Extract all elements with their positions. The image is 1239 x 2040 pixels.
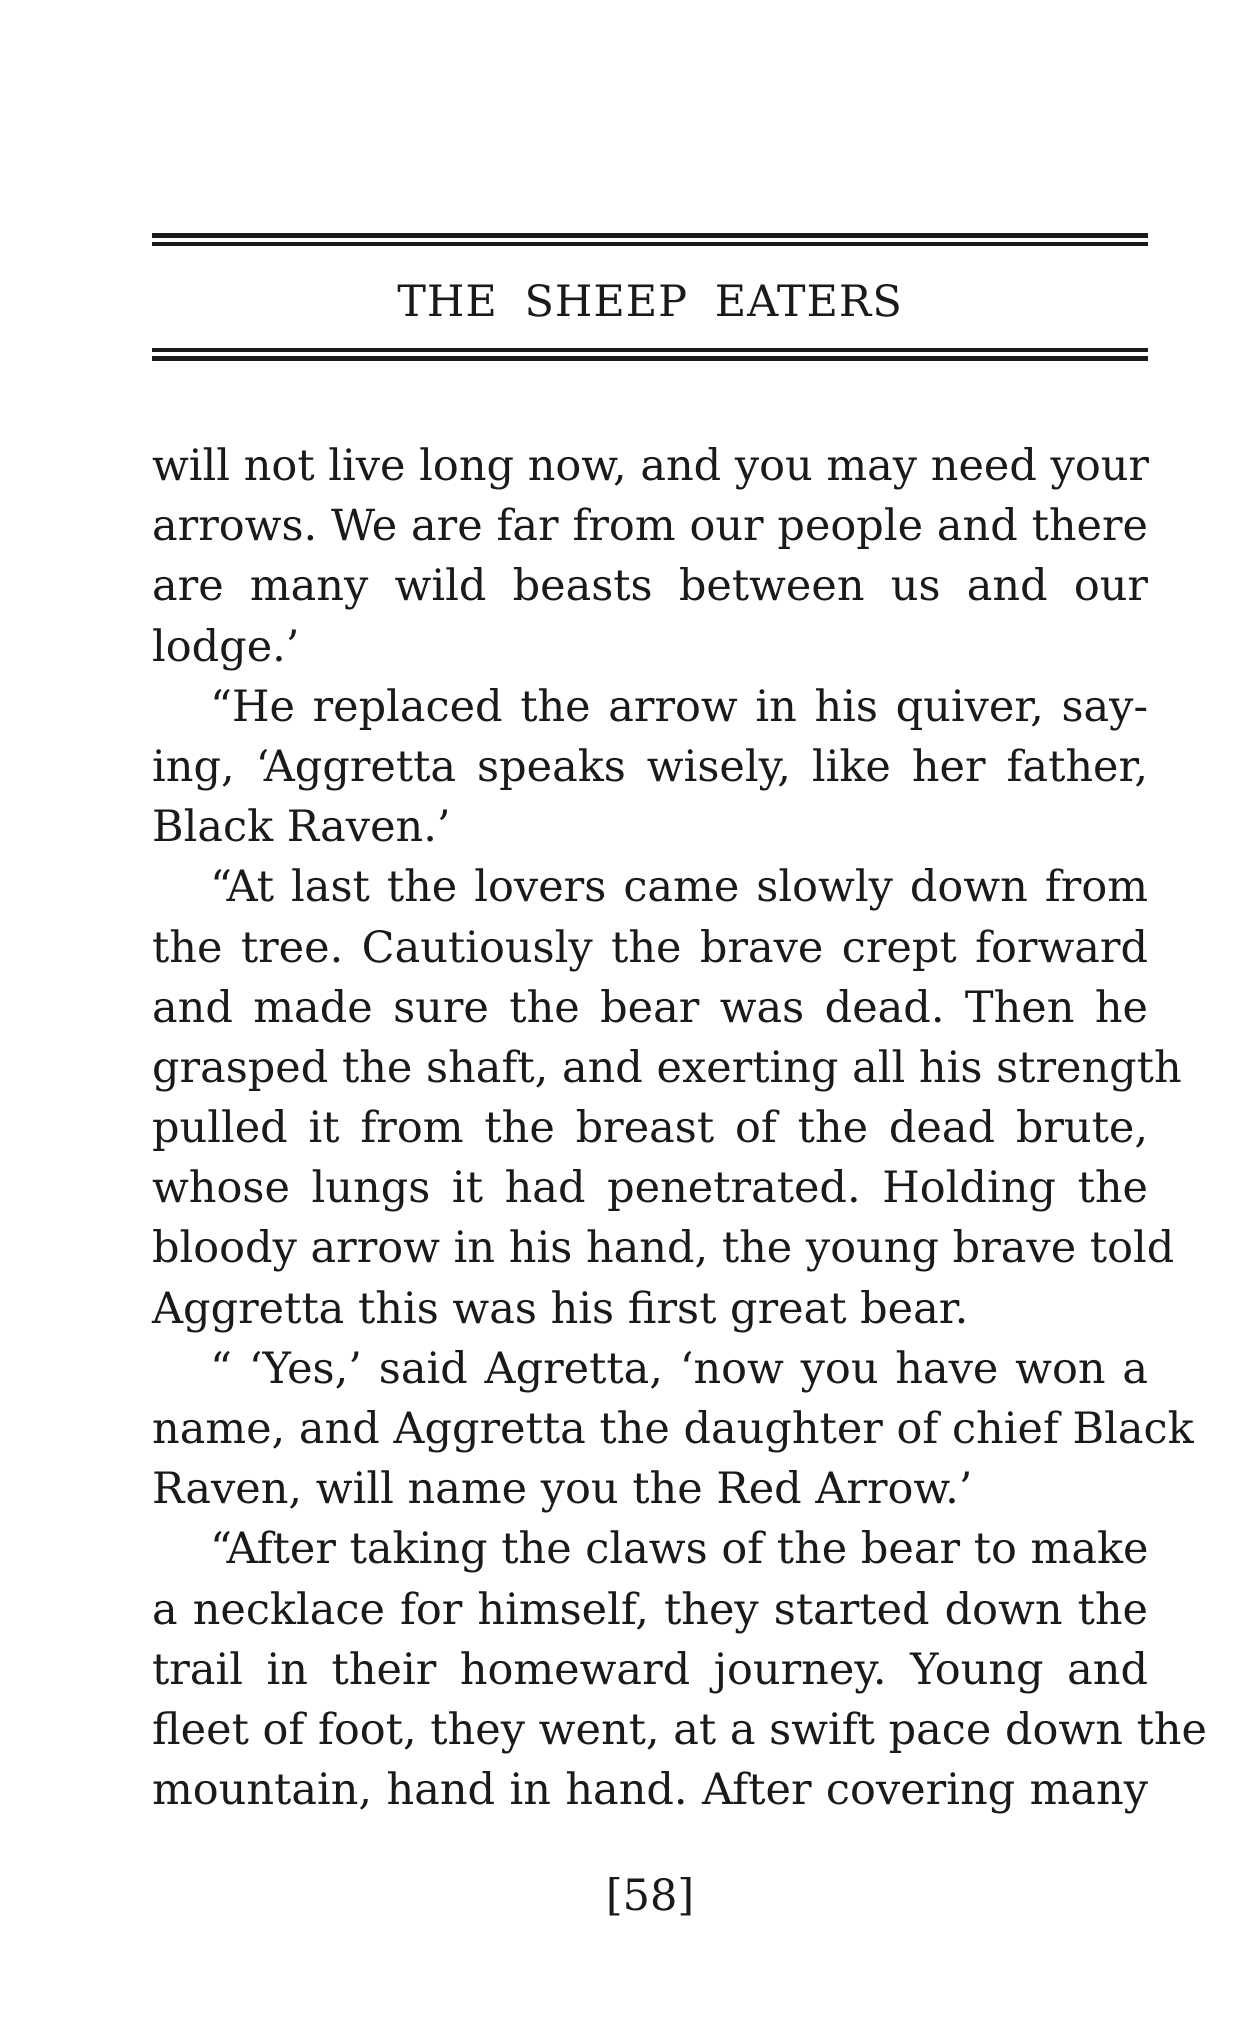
text-line: whose lungs it had penetrated. Holding the — [152, 1163, 1148, 1214]
text-line: ing, ‘Aggretta speaks wisely, like her father, — [152, 741, 1148, 792]
text-line: Raven, will name you the Red Arrow.’ — [152, 1464, 973, 1515]
text-line: Black Raven.’ — [152, 802, 451, 853]
text-line: and made sure the bear was dead. Then he — [152, 982, 1148, 1033]
text-line: are many wild beasts between us and our — [152, 561, 1148, 612]
text-line: Aggretta this was his first great bear. — [152, 1283, 969, 1334]
text-line: fleet of foot, they went, at a swift pace down the — [152, 1704, 1207, 1755]
text-line: “He replaced the arrow in his quiver, say- — [210, 681, 1148, 732]
text-line: bloody arrow in his hand, the young brave told — [152, 1223, 1175, 1274]
running-head-title: THE SHEEP EATERS — [397, 277, 903, 327]
text-line: the tree. Cautiously the brave crept forward — [152, 922, 1148, 973]
body-text — [152, 436, 1207, 1820]
header-rule-bottom — [152, 356, 1148, 361]
text-line: “After taking the claws of the bear to make — [210, 1524, 1149, 1575]
page-number: [58] — [605, 1871, 695, 1921]
header-rule-bottom-thin — [152, 348, 1148, 352]
text-line: name, and Aggretta the daughter of chief Black — [152, 1404, 1194, 1454]
text-line: mountain, hand in hand. After covering many — [152, 1765, 1148, 1816]
text-line: lodge.’ — [152, 621, 300, 672]
text-line: pulled it from the breast of the dead brute, — [152, 1103, 1148, 1154]
text-line: arrows. We are far from our people and there — [152, 501, 1148, 552]
text-line: will not live long now, and you may need your — [152, 441, 1149, 491]
text-line: a necklace for himself, they started down the — [152, 1584, 1148, 1635]
header-rule-top — [152, 233, 1148, 238]
text-line: grasped the shaft, and exerting all his strength — [152, 1042, 1182, 1093]
text-line: “ ‘Yes,’ said Agretta, ‘now you have won a — [210, 1343, 1148, 1394]
text-line: “At last the lovers came slowly down from — [210, 862, 1148, 913]
header-rule-top-thin — [152, 242, 1148, 246]
book-page — [152, 0, 1207, 2040]
text-line: trail in their homeward journey. Young and — [152, 1644, 1148, 1695]
